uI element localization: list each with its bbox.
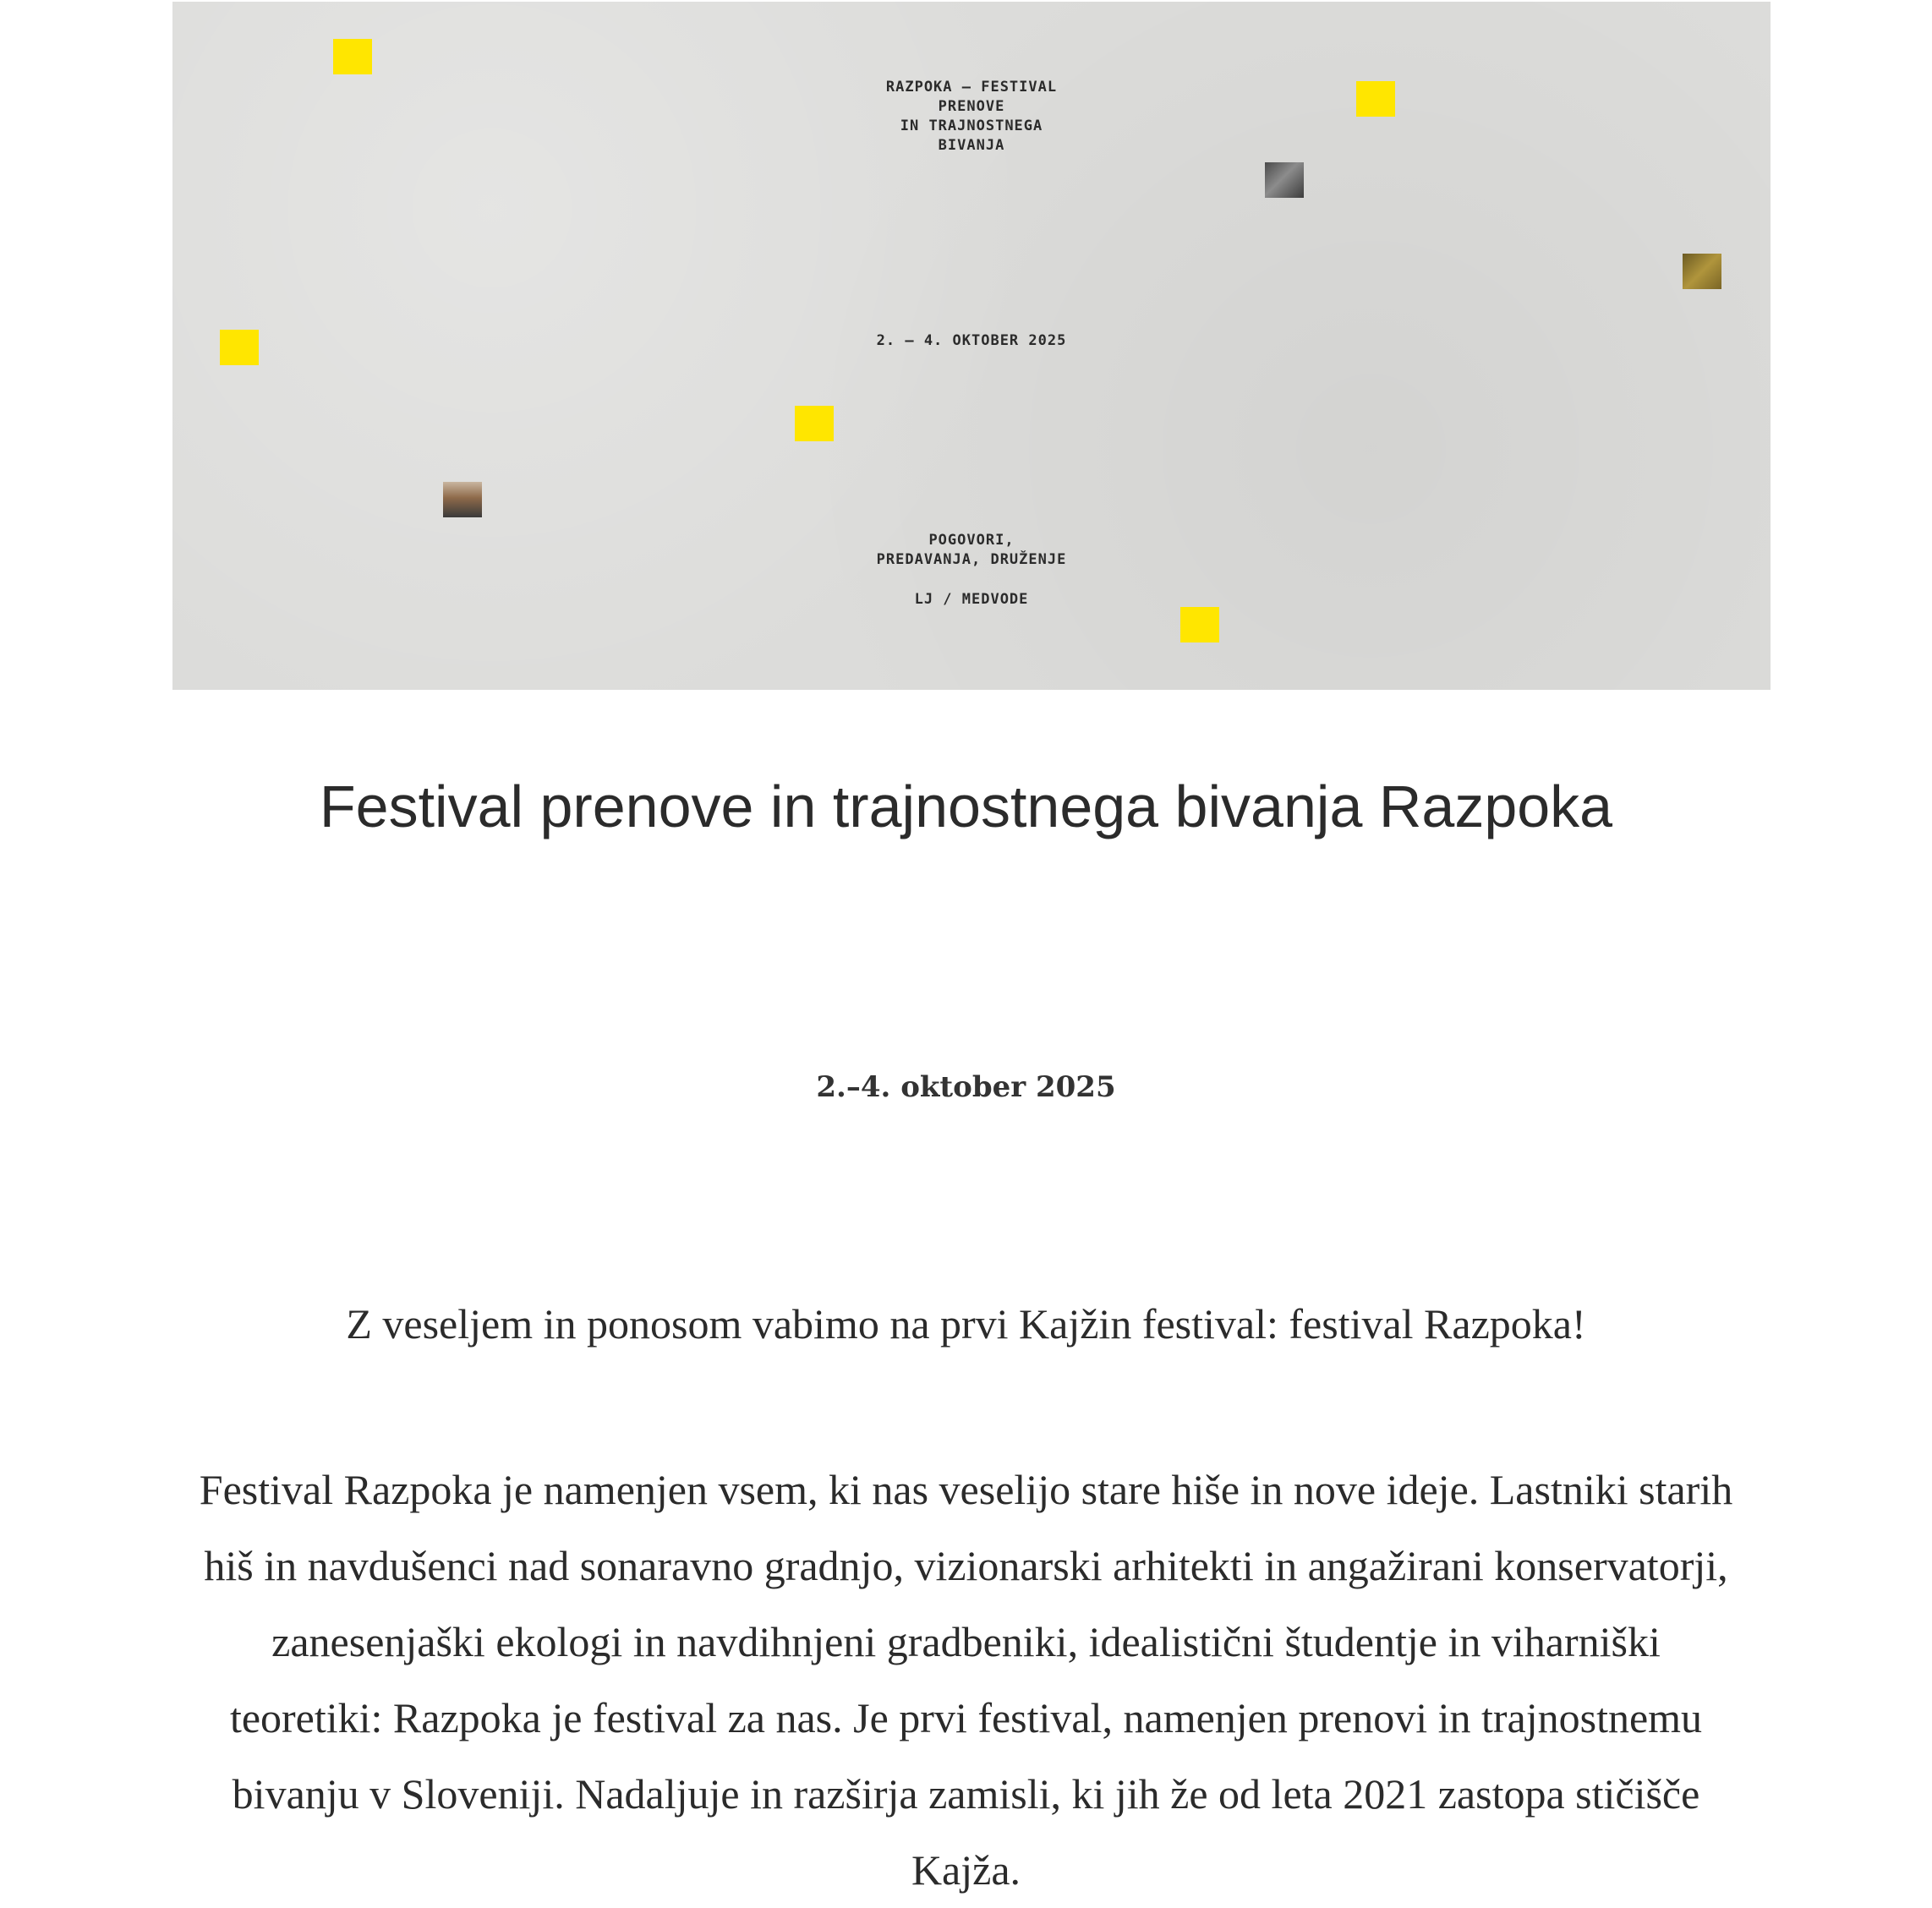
- decorative-yellow-square: [1180, 607, 1219, 642]
- event-date: 2.–4. oktober 2025: [816, 1070, 1116, 1104]
- banner-title: RAZPOKA – FESTIVAL PRENOVE IN TRAJNOSTNEGA BIVANJA: [885, 79, 1058, 154]
- decorative-photo-square: [1683, 254, 1721, 289]
- page-title: Festival prenove in trajnostnega bivanja Razpoka: [319, 774, 1613, 839]
- decorative-photo-square: [1265, 162, 1304, 198]
- banner-dates: 2. – 4. OKTOBER 2025: [876, 332, 1067, 349]
- banner-program: POGOVORI, PREDAVANJA, DRUŽENJE: [876, 532, 1067, 568]
- decorative-photo-square: [443, 482, 482, 517]
- decorative-yellow-square: [1356, 81, 1395, 117]
- decorative-yellow-square: [333, 39, 372, 74]
- decorative-yellow-square: [220, 330, 259, 365]
- description-paragraph: Festival Razpoka je namenjen vsem, ki nas veselijo stare hiše in nove ideje. Lastniki starih hiš in navdušenci nad sonaravno gradnjo, vizionarski arhitekti in angažirani konservatorji, zanesenjaški ekologi in navdihnjeni gradbeniki, idealistični študentje in viharniški teoretiki: Razpoka je festival za nas. Je prvi festival, namenjen prenovi in trajnostnemu bivanju v Sloveniji. Nadaljuje in razširja zamisli, ki jih že od leta 2021 zastopa stičišče Kajža.: [199, 1466, 1733, 1894]
- decorative-yellow-square: [795, 406, 834, 441]
- festival-banner-image: [172, 2, 1771, 690]
- banner-location: LJ / MEDVODE: [914, 591, 1029, 608]
- intro-paragraph: Z veseljem in ponosom vabimo na prvi Kajžin festival: festival Razpoka!: [346, 1300, 1586, 1348]
